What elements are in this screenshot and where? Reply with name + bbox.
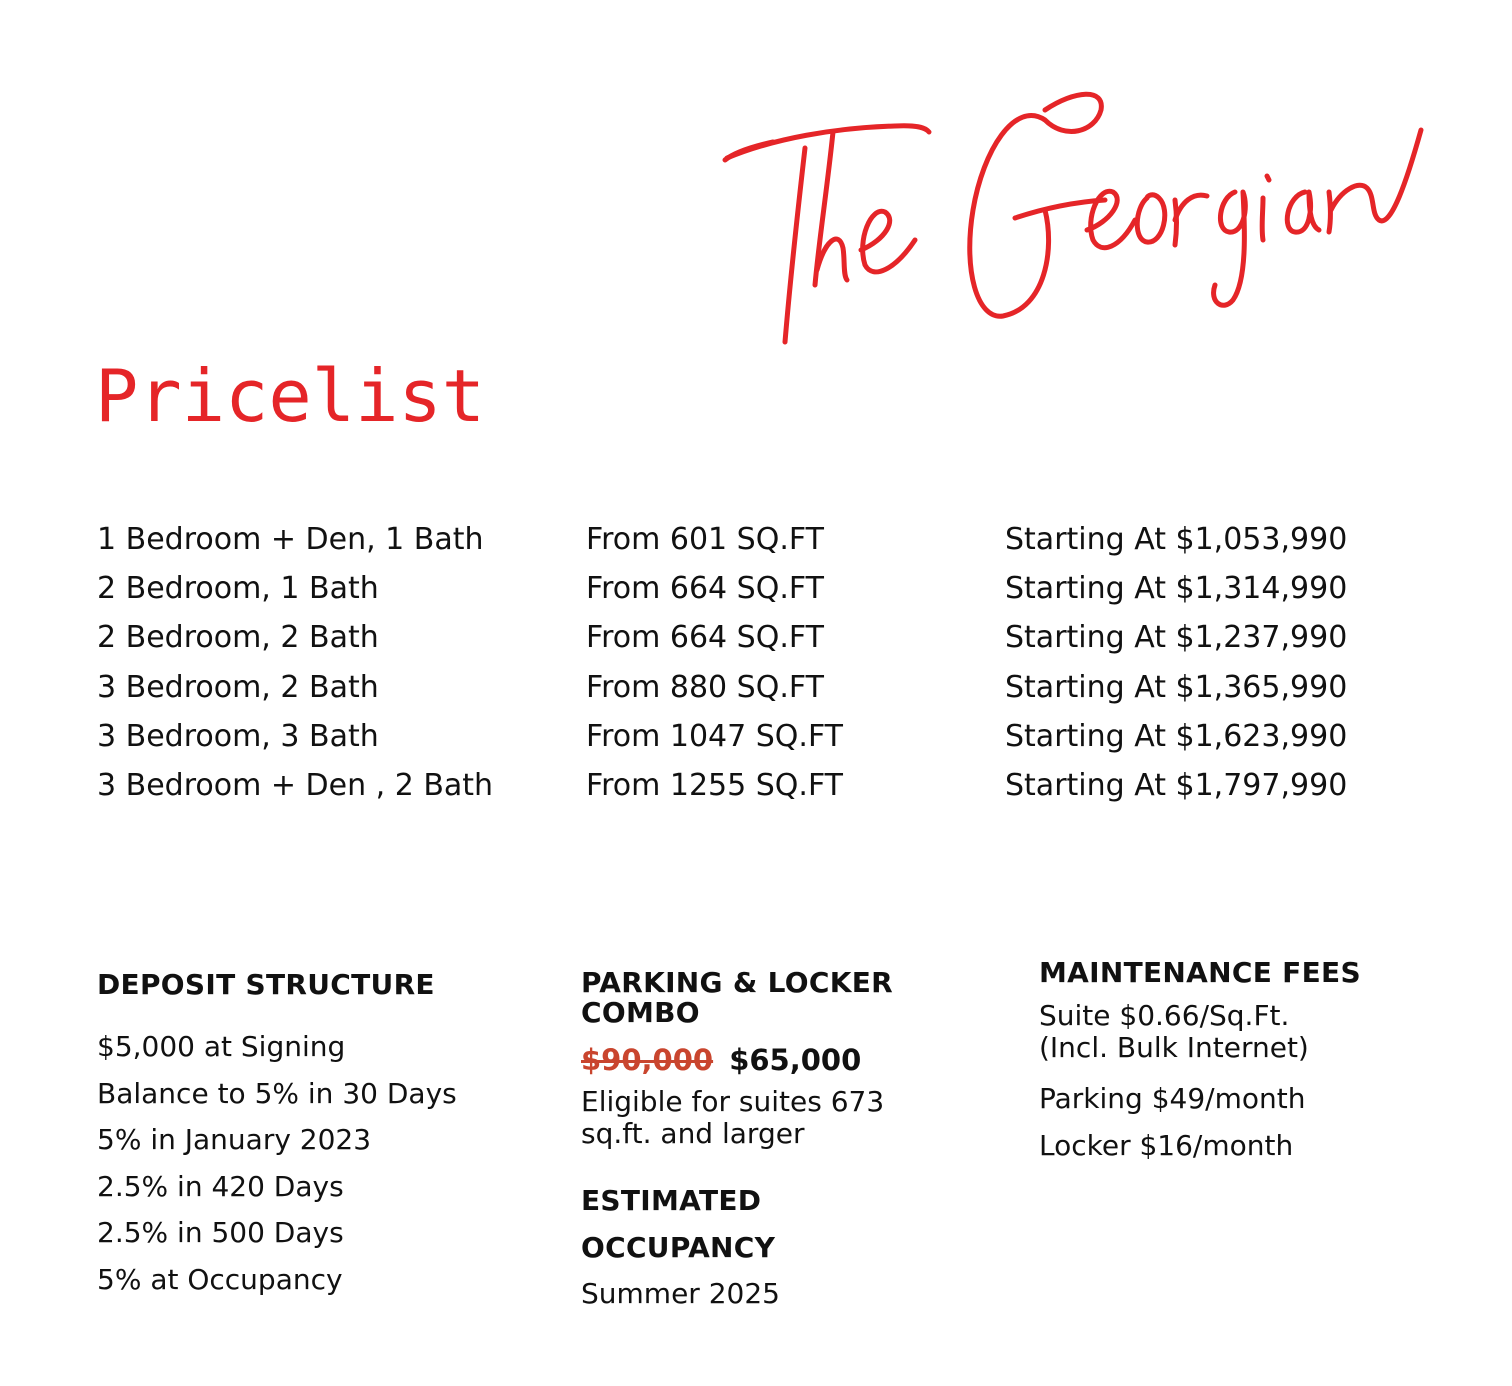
unit-price: Starting At $1,797,990 xyxy=(1005,767,1348,803)
maintenance-parking: Parking $49/month xyxy=(1039,1082,1306,1115)
deposit-item: 2.5% in 500 Days xyxy=(97,1216,344,1249)
price-row xyxy=(97,663,1397,712)
unit-price: Starting At $1,365,990 xyxy=(1005,669,1348,705)
unit-type: 2 Bedroom, 2 Bath xyxy=(97,620,379,656)
maintenance-section xyxy=(1039,958,1419,1169)
unit-size: From 601 SQ.FT xyxy=(586,522,824,557)
parking-eligibility-line2: sq.ft. and larger xyxy=(581,1117,805,1150)
parking-eligibility xyxy=(581,1086,961,1150)
parking-eligibility-line1: Eligible for suites 673 xyxy=(581,1085,885,1118)
unit-size: From 1255 SQ.FT xyxy=(586,767,843,803)
deposit-section xyxy=(97,970,457,1303)
brand-logo-script xyxy=(715,80,1435,350)
maintenance-suite-line2: (Incl. Bulk Internet) xyxy=(1039,1031,1309,1064)
parking-title-line2: COMBO xyxy=(581,996,700,1029)
parking-section xyxy=(581,968,961,1318)
maintenance-suite xyxy=(1039,1000,1419,1064)
deposit-title: DEPOSIT STRUCTURE xyxy=(97,968,435,1001)
unit-price: Starting At $1,623,990 xyxy=(1005,718,1348,754)
price-row xyxy=(97,761,1397,810)
unit-type: 1 Bedroom + Den, 1 Bath xyxy=(97,522,484,557)
occupancy-value: Summer 2025 xyxy=(581,1277,780,1310)
deposit-item: 5% at Occupancy xyxy=(97,1262,343,1296)
unit-size: From 664 SQ.FT xyxy=(586,571,824,607)
deposit-item: 5% in January 2023 xyxy=(97,1123,372,1156)
deposit-item: $5,000 at Signing xyxy=(97,1030,346,1063)
parking-title xyxy=(581,968,961,1028)
parking-old-price: $90,000 xyxy=(581,1043,714,1077)
price-table xyxy=(97,515,1397,810)
deposit-list xyxy=(97,1024,457,1303)
price-row xyxy=(97,712,1397,761)
brand-logo xyxy=(715,80,1435,350)
occupancy-title xyxy=(581,1178,961,1271)
unit-type: 3 Bedroom + Den , 2 Bath xyxy=(97,767,494,803)
deposit-item: Balance to 5% in 30 Days xyxy=(97,1076,457,1110)
unit-price: Starting At $1,314,990 xyxy=(1005,571,1348,607)
occupancy-title-line2: OCCUPANCY xyxy=(581,1230,776,1264)
unit-price: Starting At $1,237,990 xyxy=(1005,620,1348,656)
price-row xyxy=(97,515,1397,564)
maintenance-list xyxy=(1039,1076,1419,1169)
unit-type: 3 Bedroom, 2 Bath xyxy=(97,669,379,705)
maintenance-suite-line1: Suite $0.66/Sq.Ft. xyxy=(1039,999,1290,1032)
unit-size: From 1047 SQ.FT xyxy=(586,718,843,754)
unit-size: From 880 SQ.FT xyxy=(586,669,824,705)
parking-price xyxy=(581,1040,961,1080)
parking-title-line1: PARKING & LOCKER xyxy=(581,966,894,999)
unit-type: 2 Bedroom, 1 Bath xyxy=(97,571,379,607)
unit-type: 3 Bedroom, 3 Bath xyxy=(97,718,379,754)
price-row xyxy=(97,564,1397,613)
maintenance-title: MAINTENANCE FEES xyxy=(1039,956,1361,989)
parking-new-price: $65,000 xyxy=(729,1043,862,1077)
deposit-item: 2.5% in 420 Days xyxy=(97,1169,344,1203)
price-row xyxy=(97,613,1397,662)
page-title: Pricelist xyxy=(95,354,486,438)
maintenance-locker: Locker $16/month xyxy=(1039,1128,1294,1162)
unit-size: From 664 SQ.FT xyxy=(586,620,824,656)
unit-price: Starting At $1,053,990 xyxy=(1005,522,1348,557)
occupancy-title-line1: ESTIMATED xyxy=(581,1184,762,1217)
